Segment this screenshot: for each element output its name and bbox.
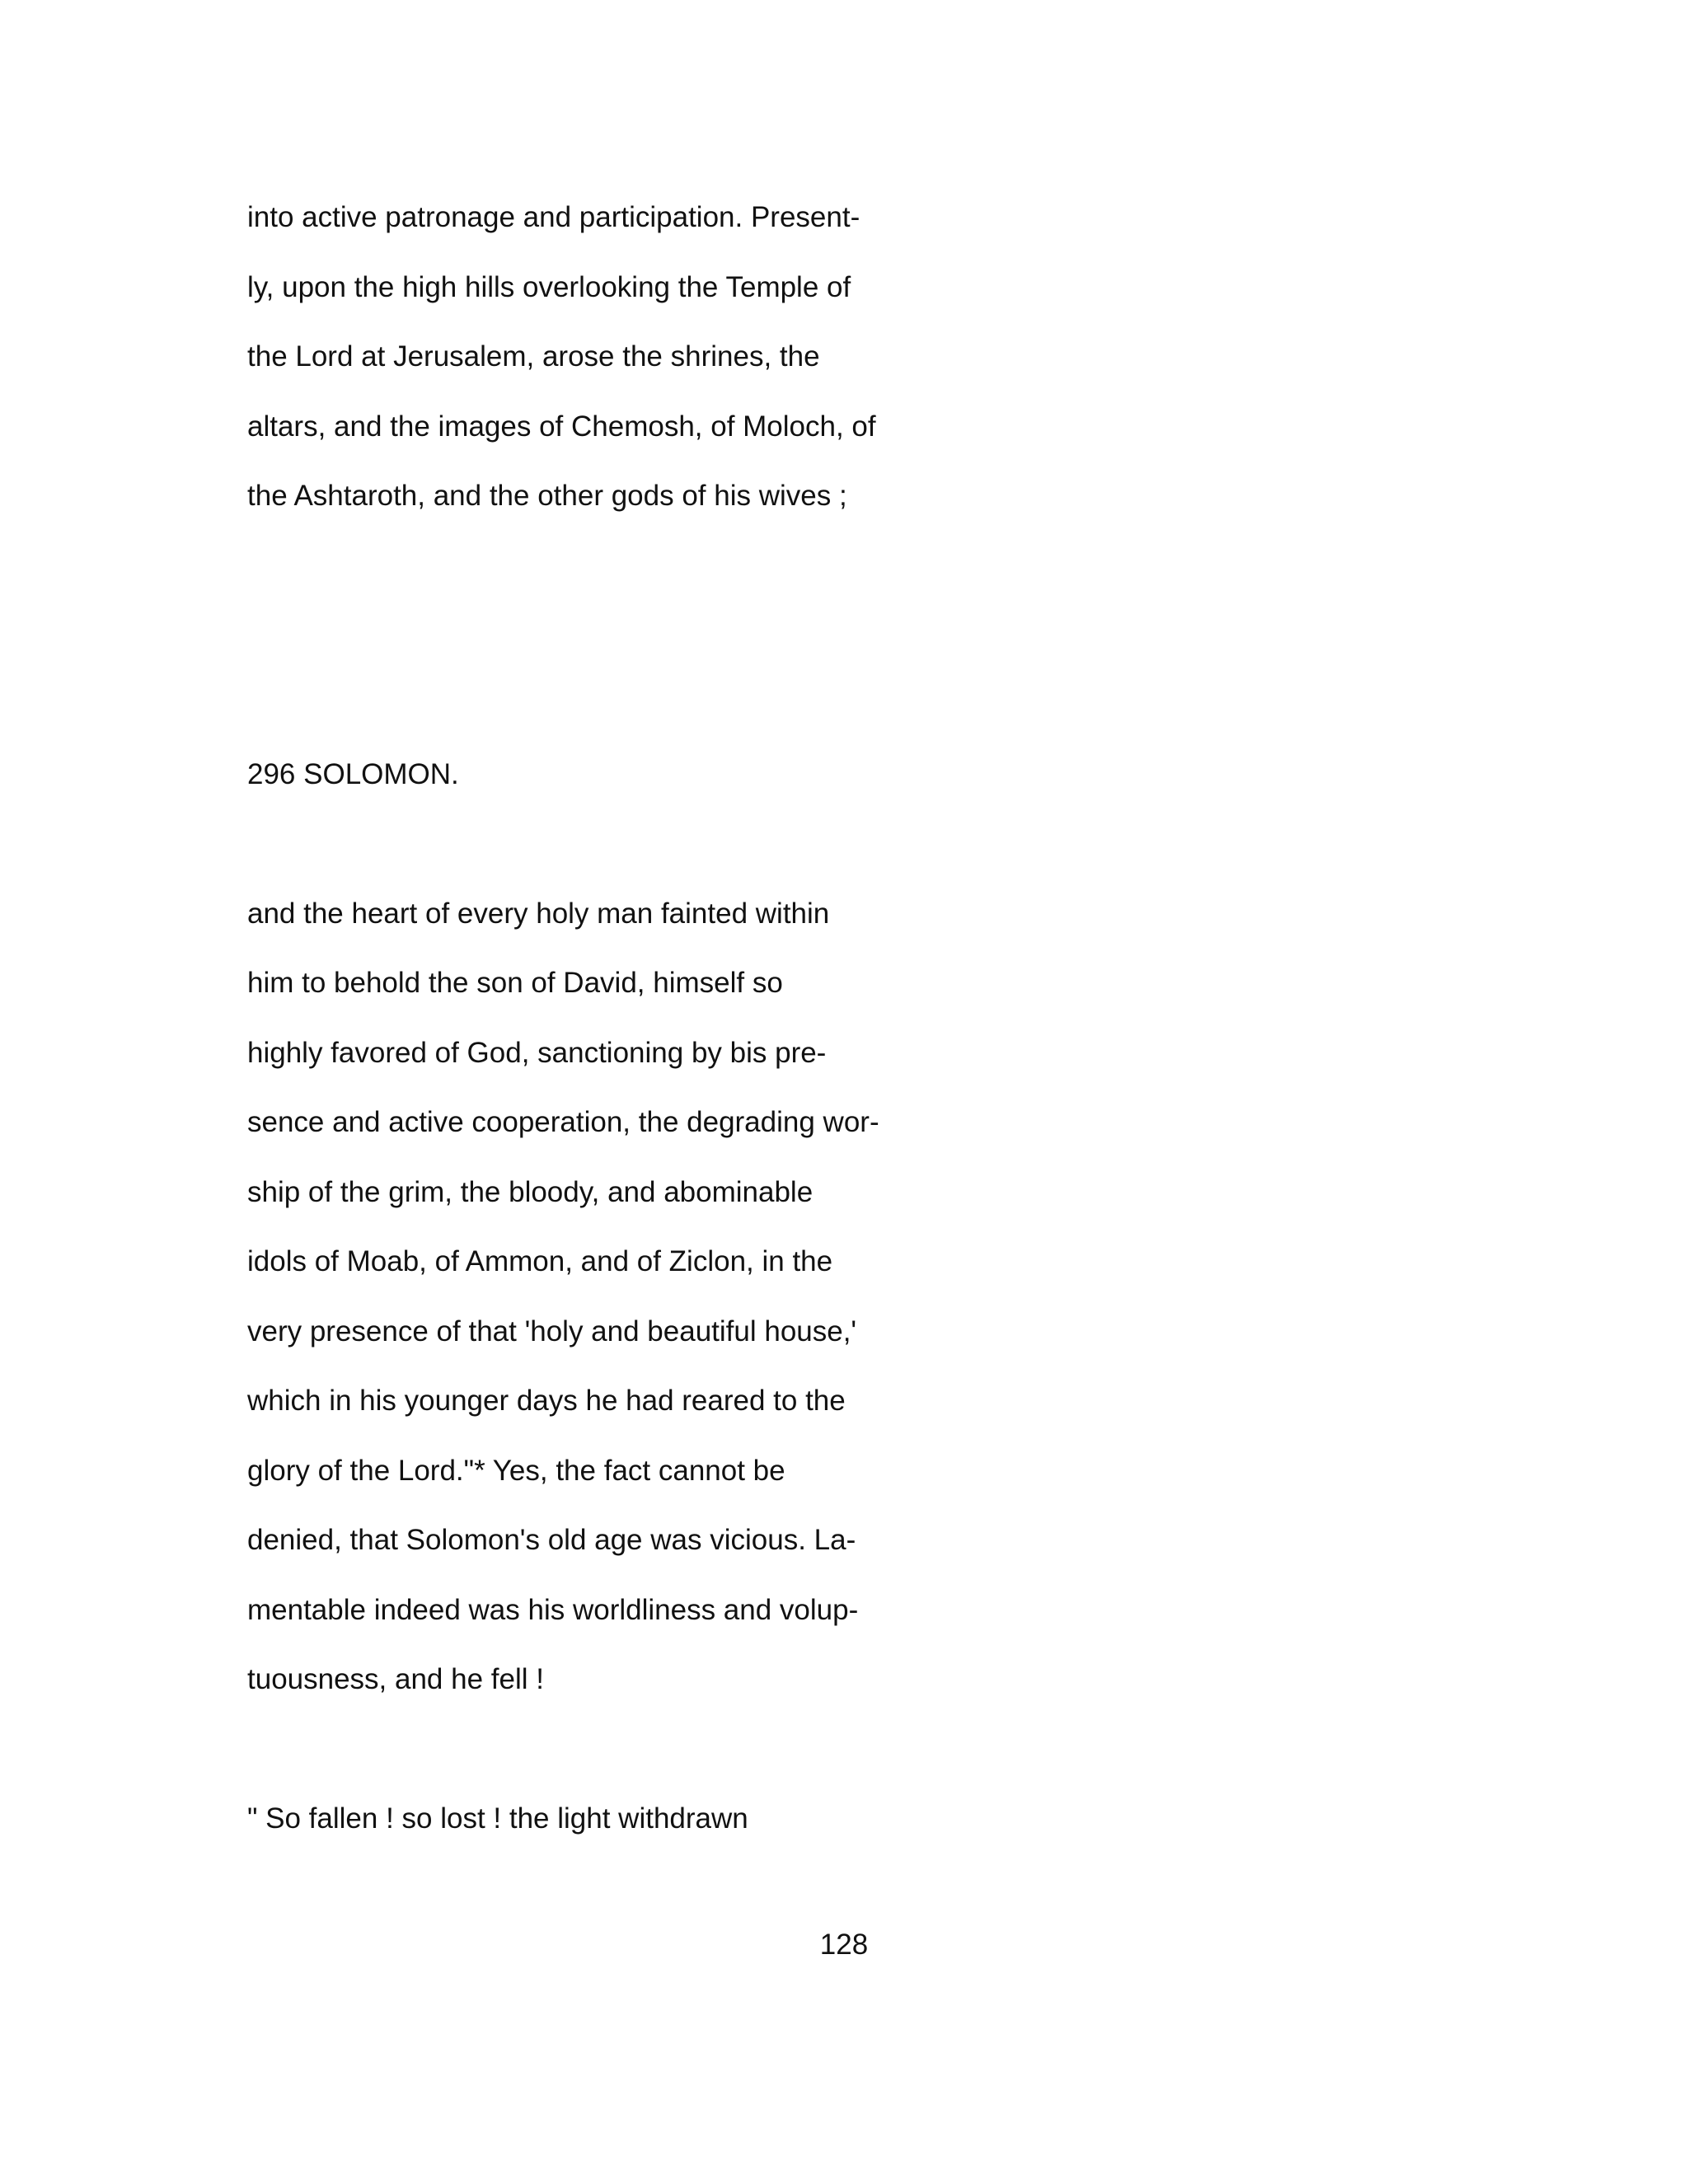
- text-line: tuousness, and he fell !: [247, 1663, 544, 1695]
- text-line: and the heart of every holy man fainted within: [247, 898, 830, 930]
- text-line: highly favored of God, sanctioning by bis pre-: [247, 1037, 827, 1069]
- text-line: which in his younger days he had reared to the: [247, 1385, 846, 1417]
- text-line: idols of Moab, of Ammon, and of Ziclon, in the: [247, 1245, 833, 1277]
- text-line: into active patronage and participation. Present-: [247, 201, 860, 233]
- text-line: him to behold the son of David, himself so: [247, 967, 783, 999]
- text-line: ship of the grim, the bloody, and abominable: [247, 1176, 814, 1208]
- text-line: the Lord at Jerusalem, arose the shrines, the: [247, 340, 820, 373]
- text-line: altars, and the images of Chemosh, of Moloch, of: [247, 410, 876, 443]
- text-line: the Ashtaroth, and the other gods of his wives ;: [247, 480, 847, 512]
- text-line: glory of the Lord."* Yes, the fact cannot be: [247, 1455, 785, 1487]
- running-header: 296 SOLOMON.: [247, 758, 459, 790]
- text-line: mentable indeed was his worldliness and volup-: [247, 1594, 859, 1626]
- text-line: denied, that Solomon's old age was vicious. La-: [247, 1524, 856, 1556]
- text-line: sence and active cooperation, the degrading wor-: [247, 1106, 879, 1138]
- page-number: 128: [819, 1929, 869, 1961]
- text-line: ly, upon the high hills overlooking the Temple of: [247, 271, 851, 303]
- quote-line: " So fallen ! so lost ! the light withdrawn: [247, 1802, 748, 1835]
- text-line: very presence of that 'holy and beautiful house,': [247, 1315, 857, 1347]
